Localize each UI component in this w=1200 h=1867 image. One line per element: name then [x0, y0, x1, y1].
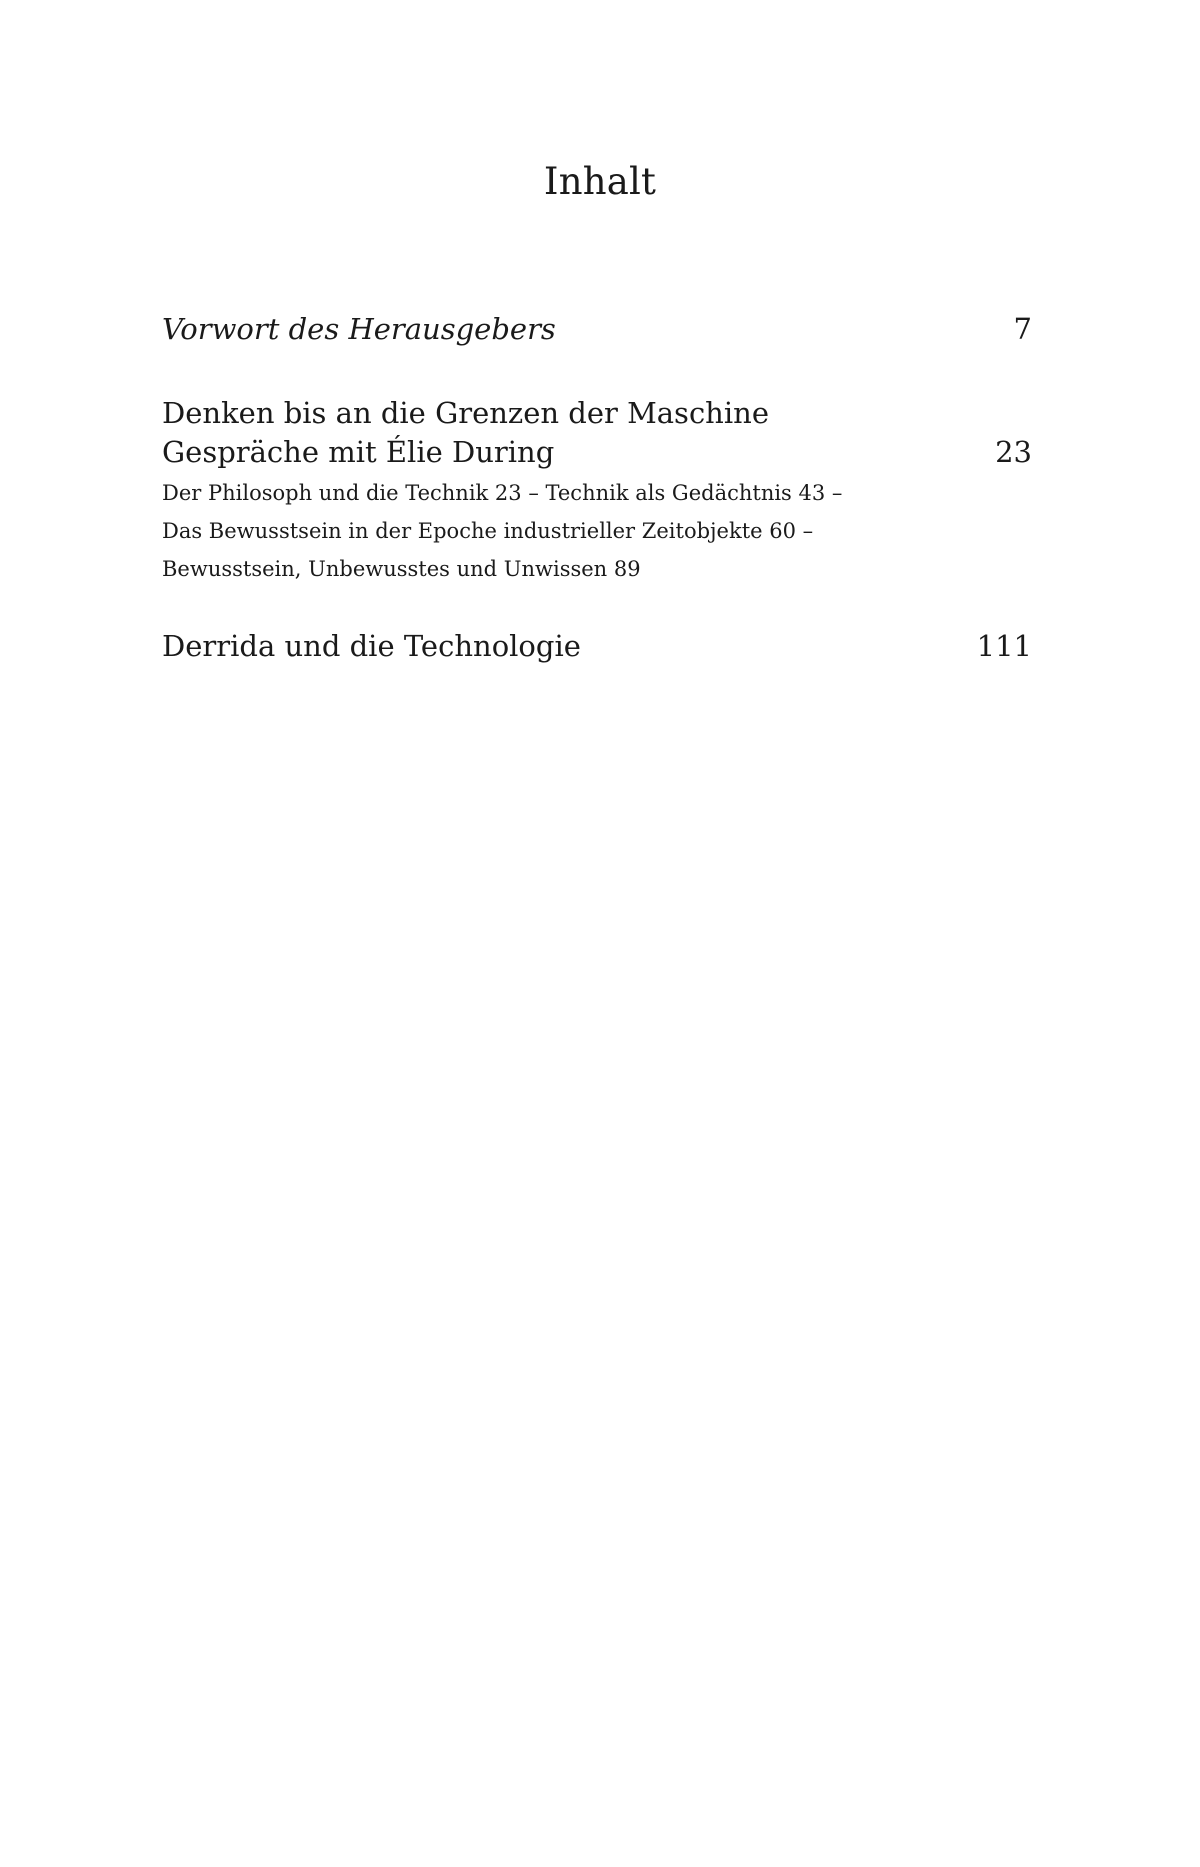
toc-entry-title: Denken bis an die Grenzen der Maschine [162, 396, 769, 430]
toc-entry-line [162, 310, 1032, 349]
toc-entry-page-number: 7 [1013, 312, 1032, 346]
toc-entry-title: Derrida und die Technologie [162, 629, 581, 663]
toc-subentry-line: Das Bewusstsein in der Epoche industrieller Zeitobjekte 60 – [162, 519, 814, 543]
toc-entry-page-number: 23 [995, 435, 1032, 469]
toc-entry-subtitle: Gespräche mit Élie During [162, 435, 555, 469]
toc-subentry-line: Der Philosoph und die Technik 23 – Technik als Gedächtnis 43 – [162, 481, 843, 505]
toc-entry-line [162, 433, 1032, 472]
toc-entry-title: Vorwort des Herausgebers [162, 312, 556, 346]
toc-entry-page-number: 111 [976, 629, 1032, 663]
table-of-contents [162, 310, 1032, 666]
toc-entry-foreword[interactable] [162, 310, 1032, 349]
toc-entry-line [162, 394, 1032, 433]
toc-entry-derrida[interactable] [162, 627, 1032, 666]
toc-entry-denken[interactable] [162, 394, 1032, 588]
toc-entry-line [162, 627, 1032, 666]
toc-subentries [162, 474, 1032, 588]
toc-subentry-line: Bewusstsein, Unbewusstes und Unwissen 89 [162, 557, 641, 581]
page-title: Inhalt [543, 160, 657, 203]
